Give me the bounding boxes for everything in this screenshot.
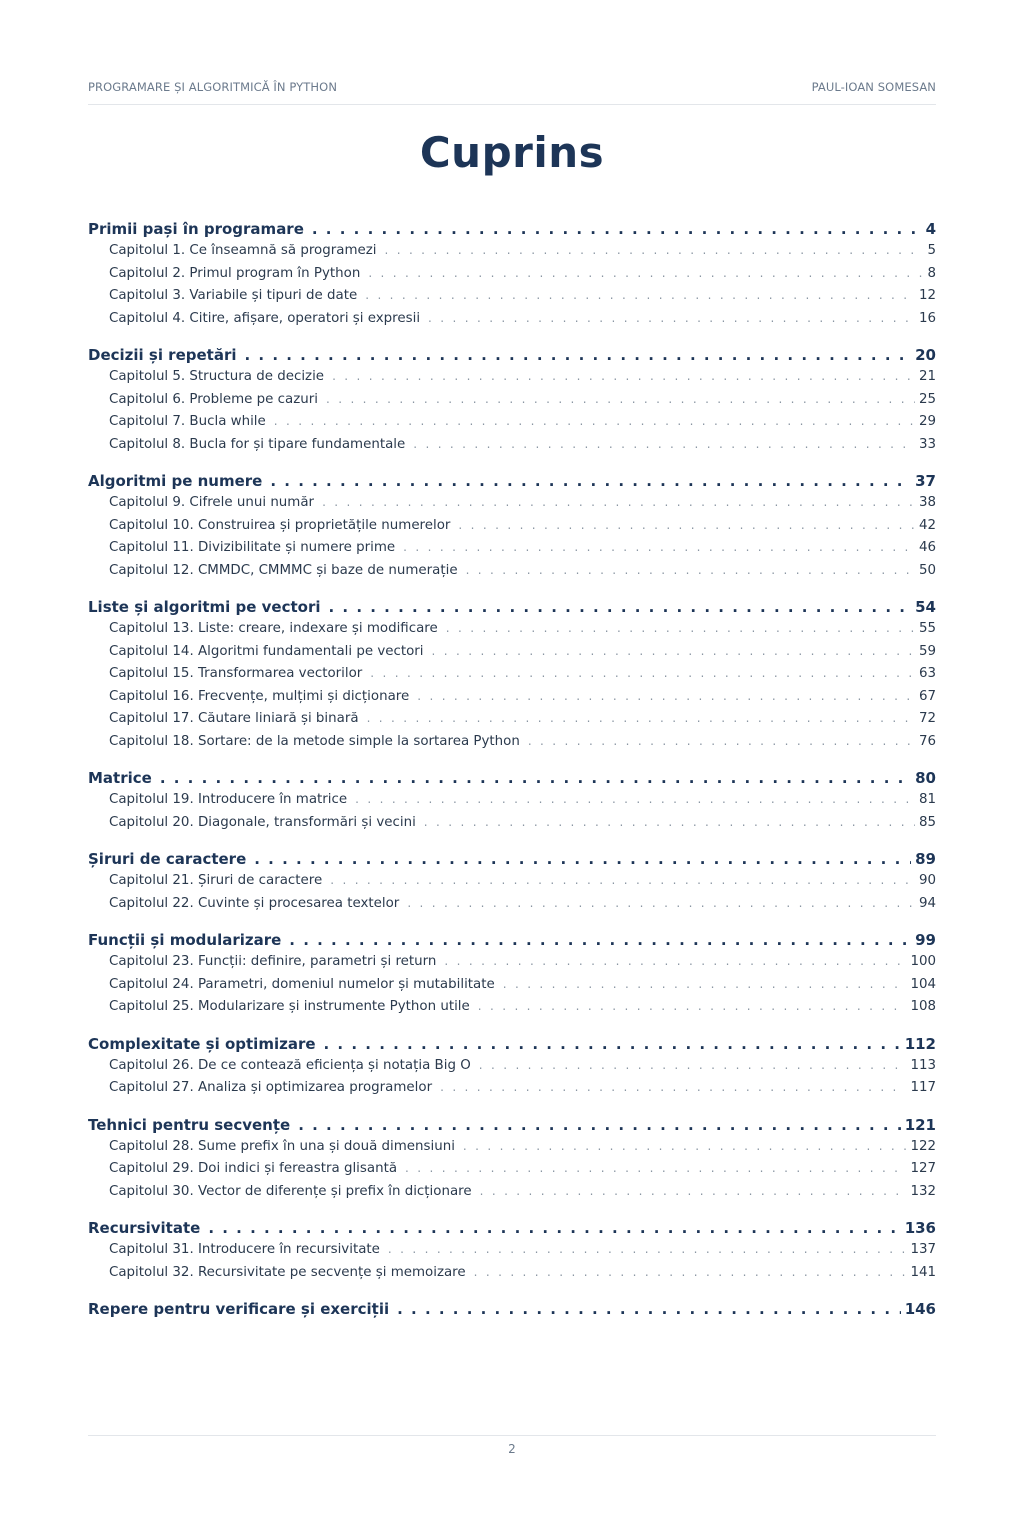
toc-part-entry[interactable] — [88, 598, 936, 620]
dot-leader — [332, 369, 915, 383]
toc-chapter-entry-label: Capitolul 6. Probleme pe cazuri — [109, 391, 318, 407]
toc-chapter-entry[interactable] — [88, 815, 936, 838]
page-title: Cuprins — [419, 128, 605, 177]
toc-section — [88, 1035, 936, 1103]
toc-chapter-entry-page-number: 108 — [910, 999, 936, 1014]
header-author: PAUL-IOAN SOMESAN — [811, 80, 936, 94]
toc-part-entry-label: Repere pentru verificare și exerciții — [88, 1300, 390, 1318]
toc-chapter-entry[interactable] — [88, 369, 936, 392]
dot-leader — [463, 1139, 907, 1153]
toc-chapter-entry-page-number: 55 — [918, 621, 936, 636]
toc-chapter-entry[interactable] — [88, 311, 936, 334]
toc-chapter-entry-label: Capitolul 20. Diagonale, transformări și vecini — [109, 814, 416, 830]
toc-part-entry-label: Complexitate și optimizare — [88, 1034, 316, 1053]
toc-chapter-entry-label: Capitolul 5. Structura de decizie — [109, 369, 325, 384]
toc-chapter-entry-label: Capitolul 8. Bucla for și tipare fundamentale — [109, 436, 406, 452]
toc-section — [88, 220, 936, 333]
table-of-contents — [88, 220, 936, 1335]
toc-part-entry-label: Șiruri de caractere — [88, 850, 247, 868]
toc-chapter-entry-label: Capitolul 26. De ce contează eficiența și notația Big O — [109, 1057, 471, 1073]
dot-leader — [503, 977, 907, 991]
toc-chapter-entry-page-number: 122 — [910, 1138, 936, 1154]
dot-leader — [446, 621, 915, 635]
toc-part-entry-page-number: 121 — [904, 1115, 936, 1134]
toc-section — [88, 931, 936, 1022]
toc-chapter-entry[interactable] — [88, 1242, 936, 1265]
toc-chapter-entry[interactable] — [88, 1058, 936, 1081]
dot-leader — [466, 563, 915, 577]
toc-chapter-entry-page-number: 76 — [918, 733, 936, 749]
toc-chapter-entry-page-number: 12 — [918, 288, 936, 303]
toc-chapter-entry-label: Capitolul 21. Șiruri de caractere — [109, 873, 323, 888]
dot-leader — [208, 1219, 900, 1237]
toc-part-entry[interactable] — [88, 1035, 936, 1057]
toc-part-entry[interactable] — [88, 850, 936, 872]
toc-chapter-entry-page-number: 59 — [918, 643, 936, 659]
toc-chapter-entry-page-number: 117 — [910, 1080, 936, 1095]
dot-leader — [254, 850, 911, 868]
dot-leader — [365, 288, 915, 302]
toc-chapter-entry-label: Capitolul 13. Liste: creare, indexare și modificare — [109, 621, 438, 636]
toc-part-entry-page-number: 112 — [904, 1034, 936, 1053]
dot-leader — [413, 437, 915, 451]
toc-chapter-entry-label: Capitolul 24. Parametri, domeniul numelor și mutabilitate — [109, 976, 495, 992]
toc-chapter-entry-page-number: 90 — [918, 873, 936, 888]
dot-leader — [388, 1242, 907, 1256]
toc-part-entry[interactable] — [88, 1219, 936, 1241]
toc-chapter-entry-page-number: 85 — [918, 814, 936, 830]
dot-leader — [432, 644, 915, 658]
toc-chapter-entry[interactable] — [88, 711, 936, 734]
dot-leader — [478, 999, 907, 1013]
dot-leader — [474, 1265, 907, 1279]
toc-chapter-entry[interactable] — [88, 266, 936, 289]
dot-leader — [324, 1035, 901, 1053]
toc-chapter-entry-page-number: 21 — [918, 369, 936, 384]
toc-chapter-entry[interactable] — [88, 414, 936, 437]
toc-section — [88, 850, 936, 918]
toc-part-entry-label: Algoritmi pe numere — [88, 472, 263, 490]
toc-chapter-entry-label: Capitolul 32. Recursivitate pe secvențe și memoizare — [109, 1264, 466, 1280]
dot-leader — [312, 220, 922, 238]
dot-leader — [326, 392, 915, 406]
header-book-title: PROGRAMARE ȘI ALGORITMICĂ ÎN PYTHON — [88, 80, 338, 94]
dot-leader — [322, 495, 915, 509]
toc-chapter-entry-page-number: 137 — [910, 1242, 936, 1257]
toc-chapter-entry-page-number: 46 — [918, 540, 936, 555]
toc-chapter-entry[interactable] — [88, 243, 936, 266]
toc-chapter-entry[interactable] — [88, 437, 936, 460]
toc-part-entry-label: Primii pași în programare — [88, 220, 304, 238]
toc-chapter-entry-page-number: 29 — [918, 414, 936, 429]
toc-chapter-entry-label: Capitolul 17. Căutare liniară și binară — [109, 711, 359, 726]
toc-section — [88, 1116, 936, 1207]
toc-chapter-entry-label: Capitolul 30. Vector de diferențe și prefix în dicționare — [109, 1183, 472, 1199]
toc-section — [88, 598, 936, 756]
toc-chapter-entry-label: Capitolul 28. Sume prefix în una și două dimensiuni — [109, 1138, 455, 1154]
toc-part-entry-page-number: 136 — [904, 1219, 936, 1237]
toc-section — [88, 1219, 936, 1287]
dot-leader — [160, 769, 911, 787]
toc-chapter-entry[interactable] — [88, 1161, 936, 1184]
toc-chapter-entry[interactable] — [88, 495, 936, 518]
toc-part-entry-label: Tehnici pentru secvențe — [88, 1115, 291, 1134]
dot-leader — [424, 815, 915, 829]
toc-chapter-entry[interactable] — [88, 689, 936, 712]
dot-leader — [417, 689, 915, 703]
dot-leader — [385, 243, 924, 257]
toc-chapter-entry-page-number: 33 — [918, 436, 936, 452]
toc-chapter-entry-label: Capitolul 19. Introducere în matrice — [109, 792, 348, 807]
toc-part-entry-page-number: 99 — [915, 931, 936, 949]
toc-chapter-entry[interactable] — [88, 563, 936, 586]
toc-chapter-entry-page-number: 141 — [910, 1264, 936, 1280]
toc-chapter-entry-label: Capitolul 16. Frecvențe, mulțimi și dicționare — [109, 688, 410, 704]
toc-chapter-entry[interactable] — [88, 896, 936, 919]
dot-leader — [440, 1080, 906, 1094]
toc-part-entry[interactable] — [88, 769, 936, 791]
toc-chapter-entry-label: Capitolul 11. Divizibilitate și numere prime — [109, 540, 396, 555]
toc-chapter-entry-page-number: 16 — [918, 310, 936, 326]
toc-section — [88, 346, 936, 459]
toc-part-entry-page-number: 37 — [915, 472, 936, 490]
toc-part-entry-label: Matrice — [88, 769, 152, 787]
dot-leader — [458, 518, 915, 532]
toc-chapter-entry[interactable] — [88, 977, 936, 1000]
toc-chapter-entry-page-number: 81 — [918, 792, 936, 807]
dot-leader — [403, 540, 915, 554]
toc-chapter-entry-label: Capitolul 18. Sortare: de la metode simple la sortarea Python — [109, 733, 520, 749]
dot-leader — [367, 711, 915, 725]
toc-chapter-entry-label: Capitolul 25. Modularizare și instrumente Python utile — [109, 999, 470, 1014]
toc-part-entry-page-number: 20 — [915, 346, 936, 364]
toc-chapter-entry[interactable] — [88, 734, 936, 757]
toc-chapter-entry[interactable] — [88, 1265, 936, 1288]
toc-chapter-entry-page-number: 67 — [918, 688, 936, 704]
toc-chapter-entry-label: Capitolul 3. Variabile și tipuri de date — [109, 288, 358, 303]
toc-chapter-entry-page-number: 94 — [918, 895, 936, 911]
toc-part-entry-page-number: 4 — [925, 220, 936, 238]
toc-part-entry-page-number: 54 — [915, 598, 936, 616]
toc-chapter-entry[interactable] — [88, 518, 936, 541]
toc-chapter-entry-label: Capitolul 4. Citire, afișare, operatori și expresii — [109, 310, 421, 326]
toc-part-entry-label: Recursivitate — [88, 1219, 201, 1237]
toc-part-entry-page-number: 89 — [915, 850, 936, 868]
dot-leader — [355, 792, 915, 806]
toc-chapter-entry-label: Capitolul 7. Bucla while — [109, 414, 266, 429]
toc-chapter-entry-page-number: 50 — [918, 562, 936, 578]
dot-leader — [407, 896, 915, 910]
running-header — [88, 78, 936, 105]
dot-leader — [245, 346, 912, 364]
toc-part-entry[interactable] — [88, 1116, 936, 1138]
toc-chapter-entry-page-number: 127 — [910, 1161, 936, 1176]
toc-chapter-entry[interactable] — [88, 1184, 936, 1207]
toc-chapter-entry-label: Capitolul 22. Cuvinte și procesarea textelor — [109, 895, 400, 911]
toc-part-entry[interactable] — [88, 931, 936, 953]
toc-chapter-entry[interactable] — [88, 288, 936, 311]
toc-chapter-entry[interactable] — [88, 1139, 936, 1162]
toc-chapter-entry-page-number: 63 — [918, 666, 936, 681]
toc-part-entry[interactable] — [88, 1300, 936, 1322]
toc-chapter-entry-label: Capitolul 27. Analiza și optimizarea programelor — [109, 1080, 433, 1095]
toc-part-entry-page-number: 146 — [904, 1300, 936, 1318]
dot-leader — [298, 1116, 900, 1134]
toc-chapter-entry-page-number: 72 — [918, 711, 936, 726]
toc-chapter-entry-page-number: 25 — [918, 391, 936, 407]
toc-chapter-entry-label: Capitolul 10. Construirea și proprietățile numerelor — [109, 517, 451, 533]
toc-part-entry[interactable] — [88, 346, 936, 368]
toc-chapter-entry-label: Capitolul 9. Cifrele unui număr — [109, 495, 315, 510]
dot-leader — [528, 734, 915, 748]
toc-chapter-entry-label: Capitolul 1. Ce înseamnă să programezi — [109, 243, 377, 258]
dot-leader — [428, 311, 915, 325]
toc-section — [88, 1300, 936, 1322]
toc-chapter-entry-page-number: 5 — [927, 243, 936, 258]
toc-chapter-entry-label: Capitolul 12. CMMDC, CMMMC și baze de numerație — [109, 562, 458, 578]
dot-leader — [480, 1184, 907, 1198]
footer-page-number: 2 — [508, 1442, 516, 1456]
dot-leader — [329, 598, 912, 616]
dot-leader — [330, 873, 915, 887]
toc-chapter-entry[interactable] — [88, 954, 936, 977]
toc-chapter-entry-label: Capitolul 29. Doi indici și fereastra glisantă — [109, 1161, 398, 1176]
toc-section — [88, 472, 936, 585]
toc-part-entry[interactable] — [88, 472, 936, 494]
toc-chapter-entry[interactable] — [88, 1080, 936, 1103]
toc-chapter-entry-label: Capitolul 31. Introducere în recursivitate — [109, 1242, 380, 1257]
toc-chapter-entry-label: Capitolul 14. Algoritmi fundamentali pe vectori — [109, 643, 424, 659]
toc-chapter-entry-page-number: 38 — [918, 495, 936, 510]
toc-chapter-entry-page-number: 113 — [910, 1057, 936, 1073]
toc-chapter-entry[interactable] — [88, 666, 936, 689]
dot-leader — [368, 266, 923, 280]
dot-leader — [479, 1058, 907, 1072]
toc-chapter-entry[interactable] — [88, 644, 936, 667]
dot-leader — [274, 414, 915, 428]
toc-section — [88, 769, 936, 837]
dot-leader — [270, 472, 911, 490]
toc-chapter-entry-page-number: 104 — [910, 976, 936, 992]
toc-chapter-entry-label: Capitolul 15. Transformarea vectorilor — [109, 666, 363, 681]
toc-chapter-entry-page-number: 100 — [910, 954, 936, 969]
toc-part-entry-label: Liste și algoritmi pe vectori — [88, 598, 321, 616]
dot-leader — [370, 666, 915, 680]
toc-chapter-entry[interactable] — [88, 873, 936, 896]
dot-leader — [405, 1161, 906, 1175]
toc-part-entry[interactable] — [88, 220, 936, 242]
toc-chapter-entry[interactable] — [88, 540, 936, 563]
dot-leader — [444, 954, 906, 968]
toc-part-entry-page-number: 80 — [915, 769, 936, 787]
toc-part-entry-label: Funcții și modularizare — [88, 931, 282, 949]
toc-chapter-entry-label: Capitolul 2. Primul program în Python — [109, 265, 361, 281]
toc-chapter-entry-label: Capitolul 23. Funcții: definire, parametri și return — [109, 954, 437, 969]
toc-chapter-entry-page-number: 132 — [910, 1183, 936, 1199]
toc-part-entry-label: Decizii și repetări — [88, 346, 237, 364]
running-footer — [88, 1435, 936, 1456]
dot-leader — [289, 931, 911, 949]
toc-chapter-entry[interactable] — [88, 999, 936, 1022]
toc-chapter-entry-page-number: 8 — [927, 265, 936, 281]
toc-chapter-entry-page-number: 42 — [918, 517, 936, 533]
toc-chapter-entry[interactable] — [88, 792, 936, 815]
dot-leader — [397, 1300, 901, 1318]
toc-chapter-entry[interactable] — [88, 392, 936, 415]
toc-chapter-entry[interactable] — [88, 621, 936, 644]
